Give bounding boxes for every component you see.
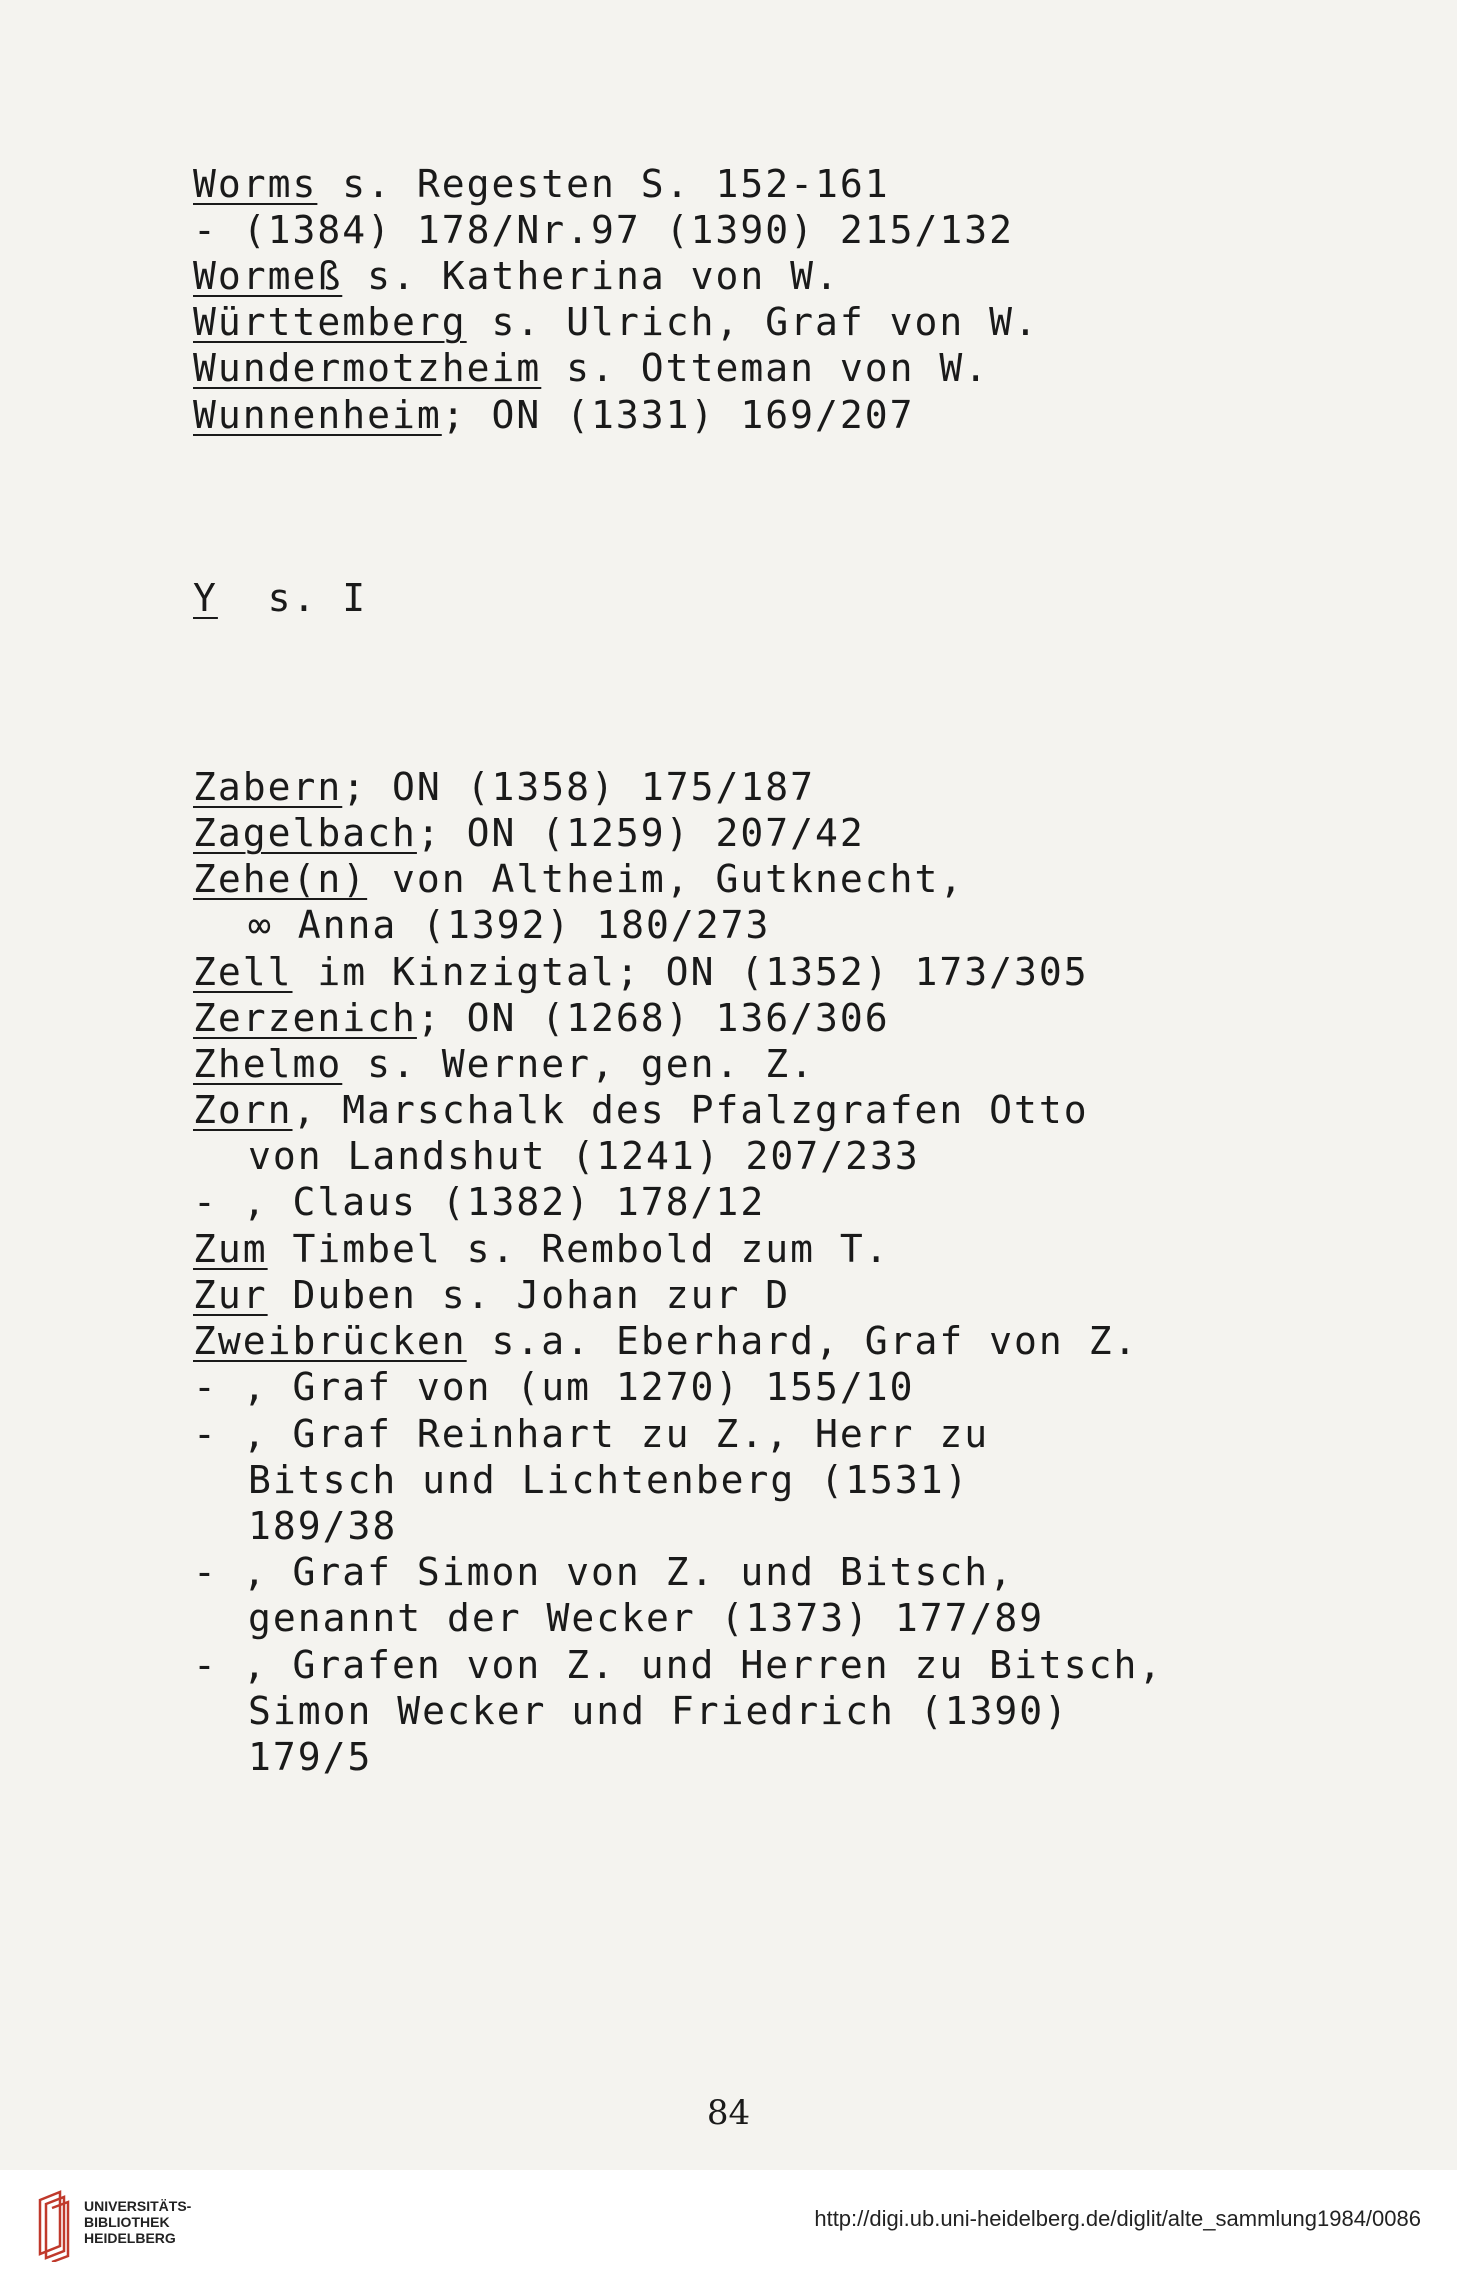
library-logo-text xyxy=(84,2198,191,2246)
entry-key: Zorn xyxy=(193,1088,293,1132)
entry-text: ; ON (1331) 169/207 xyxy=(441,393,915,437)
index-entry xyxy=(193,576,367,620)
index-entry xyxy=(248,1689,1069,1733)
index-entry xyxy=(193,1365,914,1409)
index-entry xyxy=(193,996,890,1040)
entry-text: - , Graf von (um 1270) 155/10 xyxy=(193,1365,915,1409)
entry-text: Timbel s. Rembold zum T. xyxy=(267,1227,890,1271)
index-entry xyxy=(193,393,914,437)
entry-key: Wundermotzheim xyxy=(193,346,542,390)
entry-text: Bitsch und Lichtenberg (1531) xyxy=(248,1458,970,1502)
entry-key: Zell xyxy=(193,950,293,994)
index-entry xyxy=(193,950,1089,994)
index-entry xyxy=(193,1088,1089,1132)
index-entry xyxy=(248,1735,372,1779)
entry-text: von Altheim, Gutknecht, xyxy=(367,857,965,901)
entry-key: Worms xyxy=(193,162,318,206)
entry-text: s. Ulrich, Graf von W. xyxy=(466,300,1039,344)
entry-text: s. Katherina von W. xyxy=(342,254,840,298)
logo-line: HEIDELBERG xyxy=(84,2230,176,2246)
entry-text: - , Grafen von Z. und Herren zu Bitsch, xyxy=(193,1643,1164,1687)
entry-key: Zhelmo xyxy=(193,1042,343,1086)
index-entry xyxy=(248,1504,397,1548)
entry-key: Wunnenheim xyxy=(193,393,442,437)
entry-text: genannt der Wecker (1373) 177/89 xyxy=(248,1596,1045,1640)
index-entry xyxy=(193,1042,815,1086)
index-entry xyxy=(193,346,989,390)
entry-text: s. Regesten S. 152-161 xyxy=(317,162,890,206)
index-entry xyxy=(193,765,815,809)
index-entry xyxy=(193,1273,790,1317)
entry-text: 189/38 xyxy=(248,1504,398,1548)
entry-text: - , Graf Reinhart zu Z., Herr zu xyxy=(193,1412,990,1456)
entry-text: - , Graf Simon von Z. und Bitsch, xyxy=(193,1550,1014,1594)
index-entry xyxy=(193,811,865,855)
index-entry xyxy=(193,208,1014,252)
index-entry xyxy=(193,1550,1014,1594)
index-entry xyxy=(193,1643,1163,1687)
index-entry xyxy=(193,254,840,298)
index-entry xyxy=(248,903,770,947)
entry-key: Zum xyxy=(193,1227,268,1271)
entry-key: Zagelbach xyxy=(193,811,417,855)
entry-key: Wormeß xyxy=(193,254,343,298)
entry-key: Württemberg xyxy=(193,300,467,344)
entry-text: ; ON (1259) 207/42 xyxy=(416,811,865,855)
index-entry xyxy=(193,300,1039,344)
entry-text: 179/5 xyxy=(248,1735,373,1779)
entry-text: , Marschalk des Pfalzgrafen Otto xyxy=(292,1088,1089,1132)
entry-text: s. I xyxy=(217,576,368,620)
entry-text: Simon Wecker und Friedrich (1390) xyxy=(248,1689,1069,1733)
index-entry xyxy=(248,1596,1044,1640)
entry-text: ∞ Anna (1392) 180/273 xyxy=(248,903,771,947)
index-entry xyxy=(193,1412,989,1456)
index-entry xyxy=(248,1134,920,1178)
entry-text: Duben s. Johan zur D xyxy=(267,1273,791,1317)
index-entry xyxy=(193,1319,1138,1363)
entry-text: ; ON (1358) 175/187 xyxy=(342,765,815,809)
index-entry xyxy=(193,857,964,901)
entry-text: ; ON (1268) 136/306 xyxy=(416,996,890,1040)
entry-key: Zweibrücken xyxy=(193,1319,467,1363)
footer-bar xyxy=(0,2170,1457,2281)
entry-text: von Landshut (1241) 207/233 xyxy=(248,1134,920,1178)
source-url-link[interactable]: http://digi.ub.uni-heidelberg.de/diglit/alte_sammlung1984/0086 xyxy=(814,2206,1421,2231)
entry-text: s. Werner, gen. Z. xyxy=(342,1042,815,1086)
logo-line: UNIVERSITÄTS- xyxy=(84,2198,192,2214)
logo-line: BIBLIOTHEK xyxy=(84,2214,170,2230)
entry-key: Zabern xyxy=(193,765,343,809)
page-number: 84 xyxy=(706,2093,751,2133)
entry-key: Zur xyxy=(193,1273,268,1317)
index-entry xyxy=(193,162,890,206)
index-entry xyxy=(248,1458,969,1502)
index-entry xyxy=(193,1180,765,1224)
index-entry xyxy=(193,1227,890,1271)
entry-text: - , Claus (1382) 178/12 xyxy=(193,1180,766,1224)
entry-key: Zerzenich xyxy=(193,996,417,1040)
entry-text: - (1384) 178/Nr.97 (1390) 215/132 xyxy=(193,208,1014,252)
entry-key: Y xyxy=(193,576,218,620)
entry-text: im Kinzigtal; ON (1352) 173/305 xyxy=(292,950,1089,994)
entry-text: s.a. Eberhard, Graf von Z. xyxy=(466,1319,1139,1363)
entry-text: s. Otteman von W. xyxy=(541,346,990,390)
entry-key: Zehe(n) xyxy=(193,857,368,901)
